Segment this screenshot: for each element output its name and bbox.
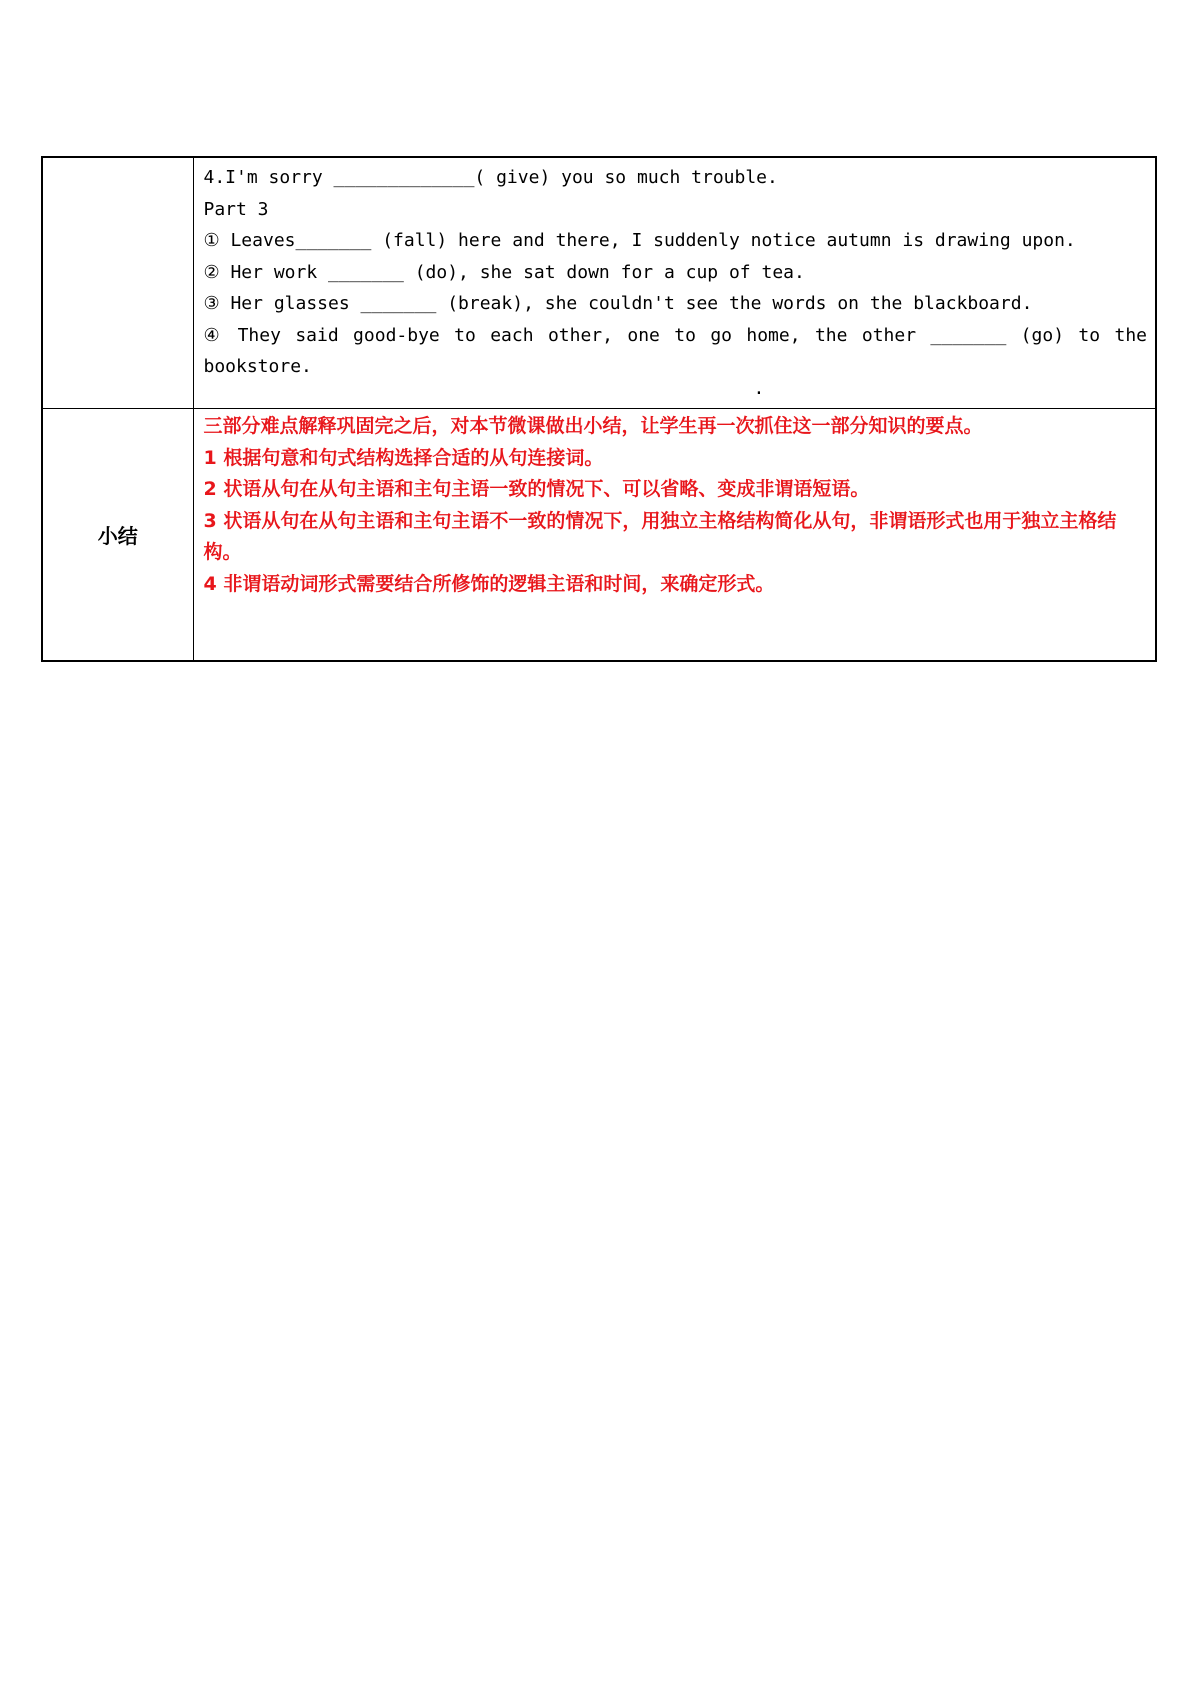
- summary-content: [194, 409, 1156, 600]
- summary-row: [42, 409, 1156, 662]
- summary-intro: 三部分难点解释巩固完之后，对本节微课做出小结，让学生再一次抓住这一部分知识的要点。: [203, 415, 983, 437]
- exercise-label-cell: [42, 157, 193, 409]
- summary-point-1: 1 根据句意和句式结构选择合适的从句连接词。: [203, 446, 604, 469]
- stray-dot: .: [753, 378, 765, 399]
- summary-point-4: 4 非谓语动词形式需要结合所修饰的逻辑主语和时间，来确定形式。: [203, 572, 775, 595]
- lesson-table: [41, 156, 1157, 662]
- exercise-line-item-3: ③ Her glasses _______ (break), she couldn't see the words on the blackboard.: [203, 293, 1033, 314]
- exercise-line-item-1: ① Leaves_______ (fall) here and there, I suddenly notice autumn is drawing upon.: [203, 230, 1076, 251]
- exercise-line-item-4: ④ They said good-bye to each other, one to go home, the other _______ (go) to the: [203, 324, 1147, 346]
- exercise-content-cell: [193, 157, 1156, 409]
- exercise-line-question-4: 4.I'm sorry _____________( give) you so much trouble.: [203, 167, 778, 188]
- exercise-row: [42, 157, 1156, 409]
- summary-content-cell: [193, 409, 1156, 662]
- exercise-line-item-4-continued: bookstore.: [203, 356, 312, 377]
- exercise-line-item-2: ② Her work _______ (do), she sat down for a cup of tea.: [203, 261, 805, 283]
- summary-label: 小结: [97, 524, 138, 548]
- exercise-line-part-3-heading: Part 3: [203, 198, 269, 220]
- exercise-content: [194, 158, 1156, 408]
- summary-point-2: 2 状语从句在从句主语和主句主语一致的情况下、可以省略、变成非谓语短语。: [203, 478, 870, 500]
- summary-point-3: 3 状语从句在从句主语和主句主语不一致的情况下，用独立主格结构简化从句，非谓语形式也用于独立主格结构。: [203, 509, 1117, 563]
- summary-label-cell: [42, 409, 193, 662]
